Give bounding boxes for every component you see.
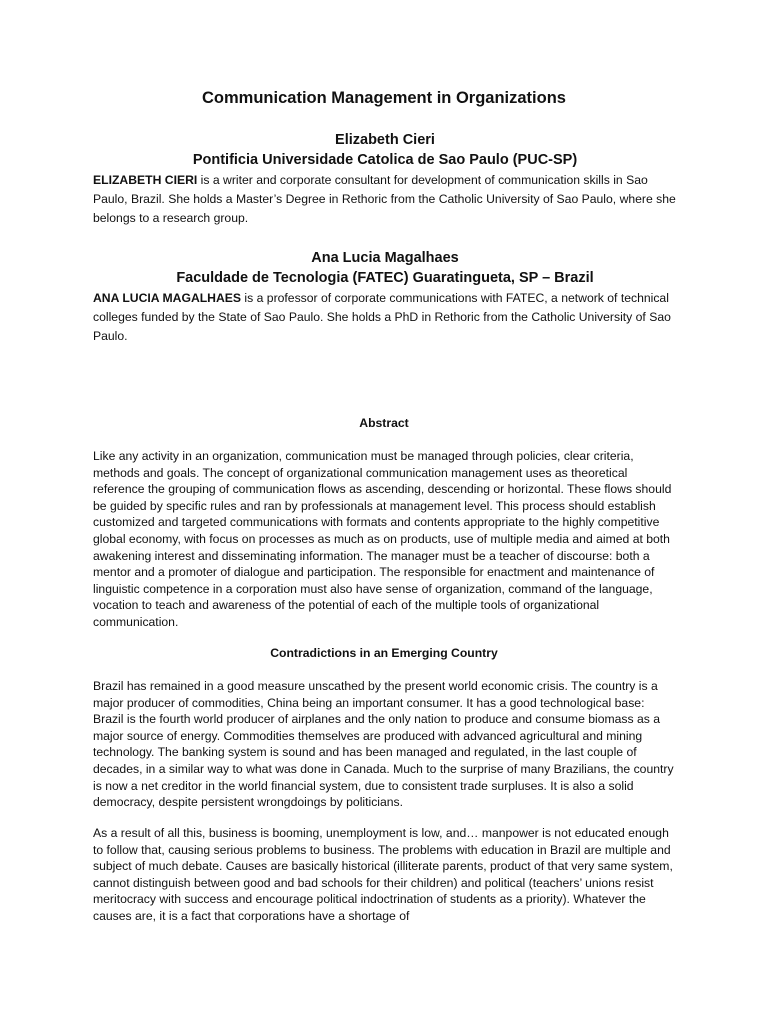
section-paragraph: As a result of all this, business is booming, unemployment is low, and… manpower is not educated enough to follow that, causing serious problems to business. The problems with education in Brazil are multiple and subject of much debate. Causes are basically historical (illiterate parents, product of that very same system, cannot distinguish between good and bad schools for their children) and political (teachers’ unions resist meritocracy with success and encourage political indoctrination of students as a priority). Whatever the causes are, it is a fact that corporations have a shortage of bbox=[93, 826, 673, 923]
author-bio bbox=[93, 289, 677, 346]
author-bio bbox=[93, 171, 677, 228]
author-block-2 bbox=[93, 248, 677, 346]
paper-title: Communication Management in Organizations bbox=[202, 89, 566, 107]
author-block-1 bbox=[93, 130, 677, 228]
author-bio-text: is a professor of corporate communications with FATEC, a network of technical colleges funded by the State of Sao Paulo. She holds a PhD in Rethoric from the Catholic University of Sao Paulo. bbox=[93, 291, 671, 343]
author-name: Elizabeth Cieri bbox=[335, 132, 435, 148]
section-paragraph: Brazil has remained in a good measure unscathed by the present world economic crisis. The country is a major producer of commodities, China being an important consumer. It has a good technological base: Brazil is the fourth world producer of airplanes and the only nation to produce and consume biomass as a major source of energy. Commodities themselves are produced with advanced agricultural and mining technology. The banking system is sound and has been managed and regulated, in the last couple of decades, in a similar way to what was done in Canada. Much to the surprise of many Brazilians, the country is now a net creditor in the world financial system, due to consistent trade surpluses. It is also a solid democracy, despite persistent wrongdoings by politicians. bbox=[93, 679, 674, 810]
author-name: Ana Lucia Magalhaes bbox=[311, 250, 459, 266]
author-bio-name: ELIZABETH CIERI bbox=[93, 173, 198, 187]
author-affiliation: Faculdade de Tecnologia (FATEC) Guaratingueta, SP – Brazil bbox=[176, 270, 594, 286]
author-affiliation: Pontificia Universidade Catolica de Sao Paulo (PUC-SP) bbox=[192, 152, 578, 168]
author-bio-text: is a writer and corporate consultant for development of communication skills in Sao Paulo, Brazil. She holds a Master’s Degree in Rethoric from the Catholic University of Sao Paulo, where she belongs to a research group. bbox=[93, 173, 676, 225]
section-heading: Contradictions in an Emerging Country bbox=[270, 646, 498, 660]
abstract-text: Like any activity in an organization, communication must be managed through policies, clear criteria, methods and goals. The concept of organizational communication management uses as theoretical reference the grouping of communication flows as ascending, descending or horizontal. These flows should be guided by specific rules and ran by professionals at management level. This process should establish customized and targeted communications with formats and contents appropriate to the highly competitive global economy, with focus on processes as much as on products, use of multiple media and aimed at both awakening interest and disseminating information. The manager must be a teacher of discourse: both a mentor and a promoter of dialogue and participation. The responsible for enactment and maintenance of linguistic competence in a corporation must also have sense of organization, command of the language, vocation to teach and awareness of the potential of each of the multiple tools of organizational communication. bbox=[93, 449, 672, 629]
abstract-heading: Abstract bbox=[359, 416, 409, 430]
author-bio-name: ANA LUCIA MAGALHAES bbox=[93, 291, 242, 305]
